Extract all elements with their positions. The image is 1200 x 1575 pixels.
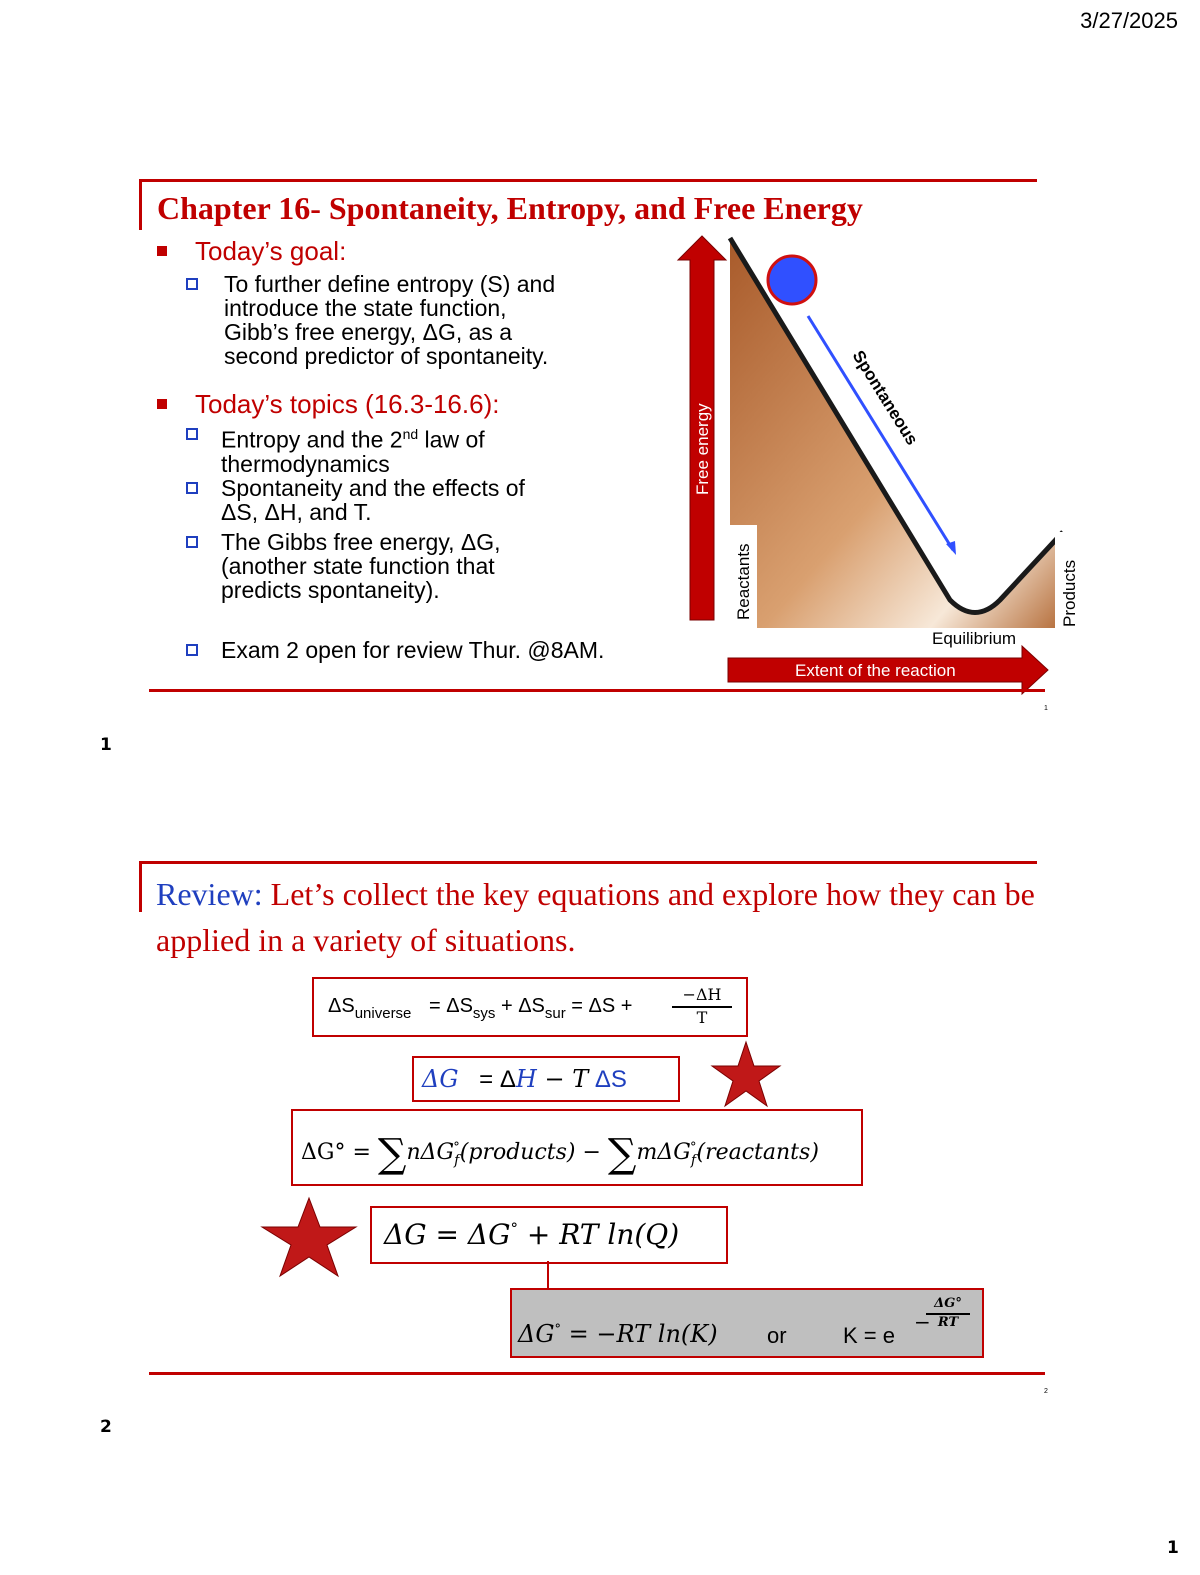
equilibrium-constant-equation: ΔG° = −RT ln(K) or K = e − ΔG° RT (510, 1288, 984, 1358)
free-energy-q-equation: ΔG = ΔG° + RT ln(Q) (370, 1206, 728, 1264)
checkbox-bullet-icon (186, 278, 198, 290)
slide2-bottom-rule (149, 1372, 1045, 1375)
print-date: 3/27/2025 (1080, 8, 1178, 33)
checkbox-bullet-icon (186, 428, 198, 440)
bullet-square-icon (157, 399, 167, 409)
extent-label: Extent of the reaction (795, 661, 956, 680)
slide2-number: 2 (100, 1417, 112, 1437)
checkbox-bullet-icon (186, 536, 198, 548)
entropy-universe-equation: $\Delta S_{universe} = \Delta S_{sys} + \Delta S_{sur} = \Delta S$ + −ΔH T (312, 977, 748, 1037)
exam-note: Exam 2 open for review Thur. @8AM. (221, 638, 661, 662)
gibbs-equation: ΔG = ΔH − T ΔS (412, 1056, 680, 1102)
goal-text: To further define entropy (S) and introduce the state function, Gibb’s free energy, ΔG, as a second predictor of spontaneity. (224, 272, 644, 368)
spontaneous-label: Spontaneous (848, 347, 922, 449)
slide1-left-accent (139, 180, 142, 230)
topic-spontaneity: Spontaneity and the effects of ΔS, ΔH, and T. (221, 476, 641, 524)
slide2-corner-mark: 2 (1044, 1388, 1048, 1395)
slide1-title: Chapter 16- Spontaneity, Entropy, and Free Energy (157, 190, 863, 226)
slide1-bottom-rule (149, 689, 1045, 692)
bullet-square-icon (157, 246, 167, 256)
star-icon (260, 1196, 358, 1278)
slide2-title: Review: Let’s collect the key equations and explore how they can be applied in a variety of situations. (156, 876, 1035, 958)
topics-heading: Today’s topics (16.3-16.6): (157, 389, 499, 420)
slide1-corner-mark: 1 (1044, 705, 1048, 712)
slide1-top-rule (139, 179, 1037, 182)
star-icon (710, 1040, 782, 1108)
page-number: 1 (1167, 1538, 1179, 1558)
products-label: Products (1060, 559, 1079, 627)
topic-entropy: Entropy and the 2nd law of thermodynamics (221, 422, 641, 476)
slide1-number: 1 (100, 735, 112, 755)
checkbox-bullet-icon (186, 644, 198, 656)
reactants-label: Reactants (734, 543, 753, 620)
slide2-top-rule (139, 861, 1037, 864)
slide2-left-accent (139, 862, 142, 912)
free-energy-label: Free energy (693, 403, 712, 495)
standard-free-energy-equation: ΔG° = ∑nΔG$_f$°(products) − ∑mΔG$_f$°(reactants) (291, 1109, 863, 1186)
equilibrium-label: Equilibrium (932, 629, 1017, 648)
topic-gibbs: The Gibbs free energy, ΔG, (another state function that predicts spontaneity). (221, 530, 641, 602)
goal-heading: Today’s goal: (157, 236, 346, 267)
free-energy-diagram (670, 230, 1079, 700)
ball-icon (768, 256, 816, 304)
checkbox-bullet-icon (186, 482, 198, 494)
